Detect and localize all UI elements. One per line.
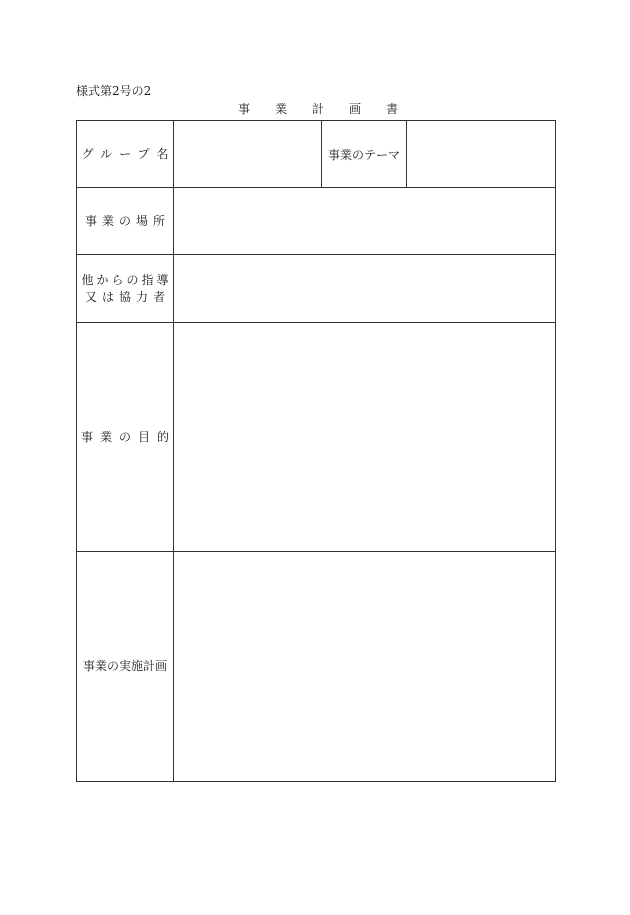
title-char: 業	[274, 102, 287, 116]
form-number: 様式第2号の2	[76, 84, 152, 98]
advisor-label: 他からの指導 又は協力者	[77, 255, 174, 322]
group-name-label: グループ名	[77, 121, 174, 187]
purpose-field[interactable]	[174, 323, 555, 551]
theme-label: 事業のテーマ	[321, 121, 407, 187]
plan-form-table	[76, 120, 556, 782]
advisor-field[interactable]	[174, 255, 555, 322]
row-location	[77, 188, 555, 255]
plan-label: 事業の実施計画	[77, 552, 174, 781]
title-char: 計	[311, 102, 324, 116]
row-purpose	[77, 323, 555, 552]
row-plan	[77, 552, 555, 781]
plan-field[interactable]	[174, 552, 555, 781]
document-title	[238, 102, 398, 116]
purpose-label: 事業の目的	[77, 323, 174, 551]
location-label: 事業の場所	[77, 188, 174, 254]
title-char: 事	[238, 102, 251, 116]
title-char: 書	[385, 102, 398, 116]
row-advisor	[77, 255, 555, 323]
theme-field[interactable]	[407, 121, 555, 187]
row-group-name	[77, 121, 555, 188]
location-field[interactable]	[174, 188, 555, 254]
group-name-field[interactable]	[174, 121, 321, 187]
title-char: 画	[348, 102, 361, 116]
